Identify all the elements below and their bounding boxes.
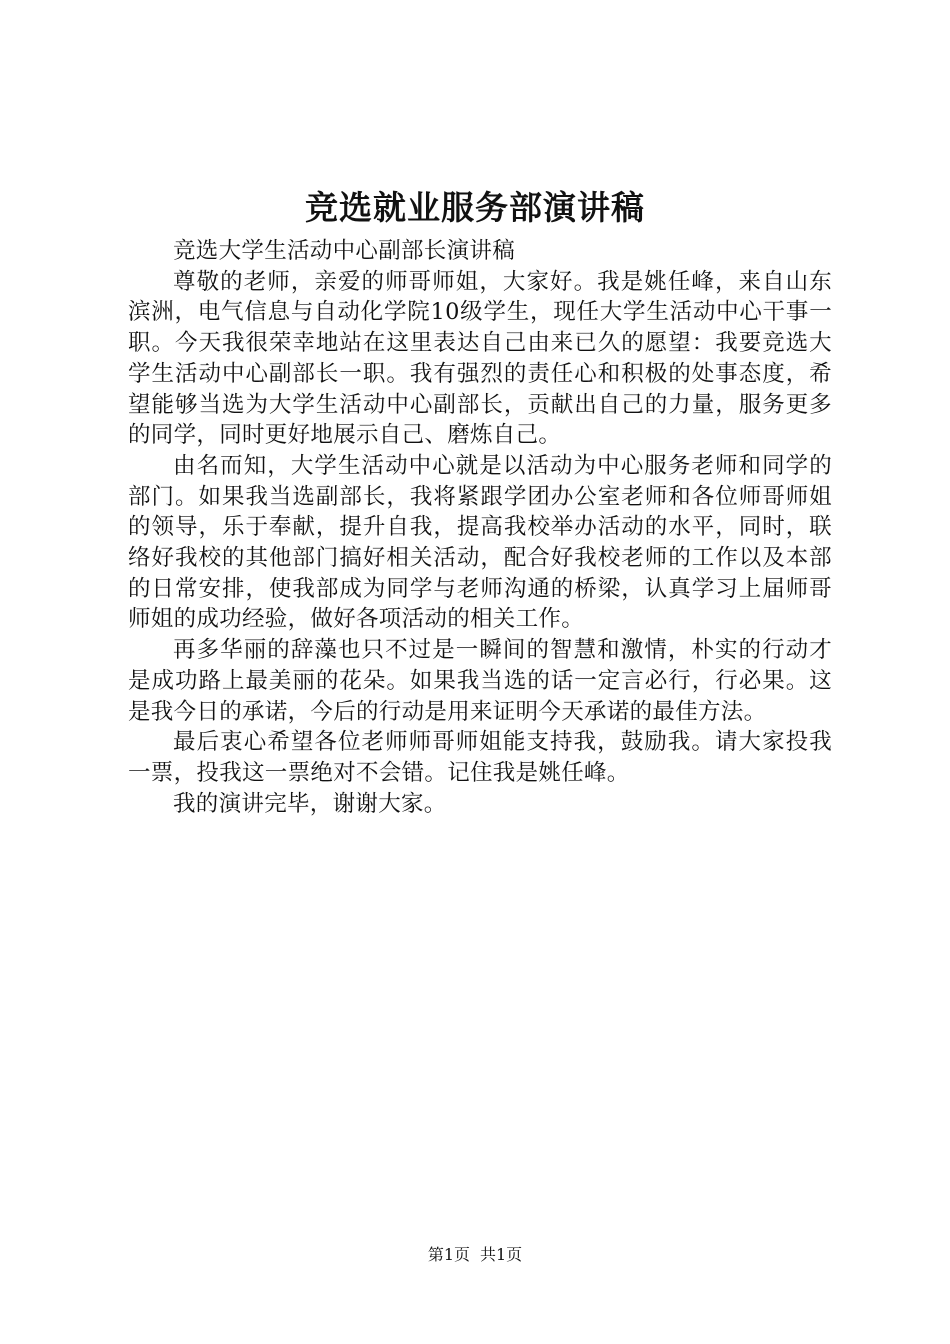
page-total: 共1页 [480,1245,523,1264]
page-footer [0,1244,950,1266]
document-body [128,236,832,819]
closing-paragraph: 我的演讲完毕，谢谢大家。 [173,790,447,817]
subtitle-paragraph: 竞选大学生活动中心副部长演讲稿 [173,238,516,264]
page-number: 第1页 [427,1245,470,1264]
body-paragraph: 最后衷心希望各位老师师哥师姐能支持我，鼓励我。请大家投我一票，投我这一票绝对不会错。记住我是姚任峰。 [128,729,832,786]
document-title: 竞选就业服务部演讲稿 [305,188,645,227]
body-paragraph: 再多华丽的辞藻也只不过是一瞬间的智慧和激情，朴实的行动才是成功路上最美丽的花朵。如果我当选的话一定言必行，行必果。这是我今日的承诺，今后的行动是用来证明今天承诺的最佳方法。 [128,637,832,725]
body-paragraph: 由名而知，大学生活动中心就是以活动为中心服务老师和同学的部门。如果我当选副部长，我将紧跟学团办公室老师和各位师哥师姐的领导，乐于奉献，提升自我，提高我校举办活动的水平，同时，联络好我校的其他部门搞好相关活动，配合好我校老师的工作以及本部的日常安排，使我部成为同学与老师沟通的桥梁，认真学习上届师哥师姐的成功经验，做好各项活动的相关工作。 [128,452,832,633]
body-paragraph: 尊敬的老师，亲爱的师哥师姐，大家好。我是姚任峰，来自山东滨洲，电气信息与自动化学院10级学生，现任大学生活动中心干事一职。今天我很荣幸地站在这里表达自己由来已久的愿望：我要竞选大学生活动中心副部长一职。我有强烈的责任心和积极的处事态度，希望能够当选为大学生活动中心副部长，贡献出自己的力量，服务更多的同学，同时更好地展示自己、磨炼自己。 [128,268,832,449]
